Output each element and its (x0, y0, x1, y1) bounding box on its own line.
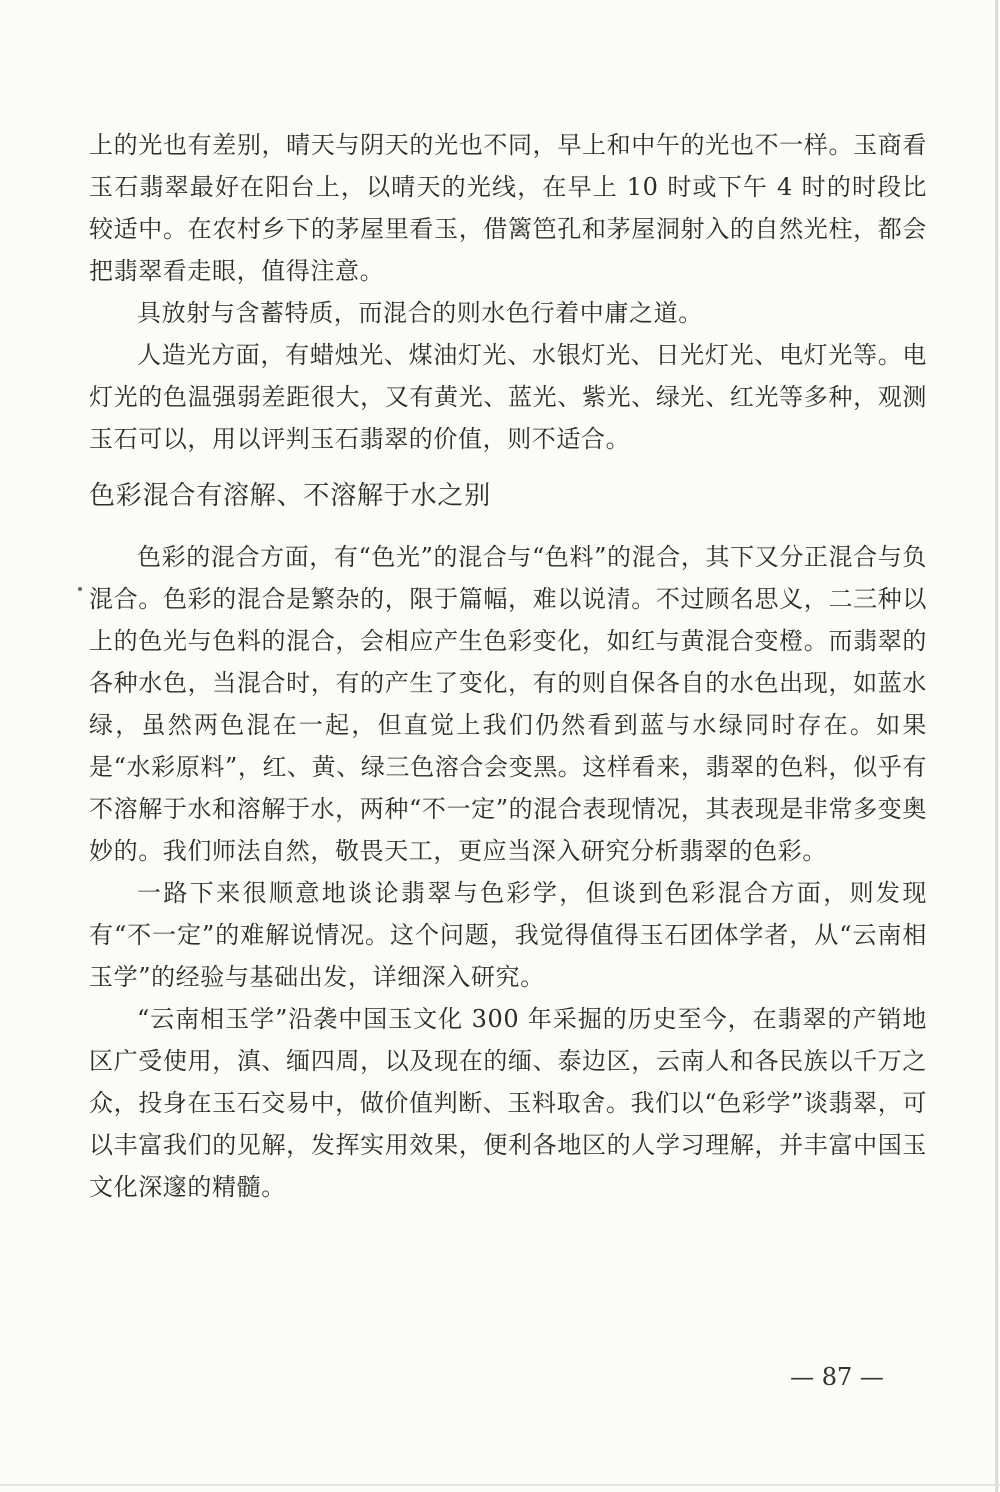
paragraph-continued: 上的光也有差别，晴天与阴天的光也不同，早上和中午的光也不一样。玉商看玉石翡翠最好在阳台上，以晴天的光线，在早上 10 时或下午 4 时的时段比较适中。在农村乡下的茅屋里看玉，借篱笆孔和茅屋洞射入的自然光柱，都会把翡翠看走眼，值得注意。 (89, 131, 927, 285)
page-bottom-edge (0, 1484, 1000, 1486)
paragraph: 具放射与含蓄特质，而混合的则水色行着中庸之道。 (137, 299, 703, 327)
margin-dot-mark (78, 587, 82, 591)
paragraph: 一路下来很顺意地谈论翡翠与色彩学，但谈到色彩混合方面，则发现有“不一定”的难解说情况。这个问题，我觉得值得玉石团体学者，从“云南相玉学”的经验与基础出发，详细深入研究。 (89, 879, 927, 991)
body-text (89, 124, 927, 1208)
paragraph: 色彩的混合方面，有“色光”的混合与“色料”的混合，其下又分正混合与负混合。色彩的混合是繁杂的，限于篇幅，难以说清。不过顾名思义，二三种以上的色光与色料的混合，会相应产生色彩变化，如红与黄混合变橙。而翡翠的各种水色，当混合时，有的产生了变化，有的则自保各自的水色出现，如蓝水绿，虽然两色混在一起，但直觉上我们仍然看到蓝与水绿同时存在。如果是“水彩原料”，红、黄、绿三色溶合会变黑。这样看来，翡翠的色料，似乎有不溶解于水和溶解于水，两种“不一定”的混合表现情况，其表现是非常多变奥妙的。我们师法自然，敬畏天工，更应当深入研究分析翡翠的色彩。 (89, 543, 927, 865)
section-heading: 色彩混合有溶解、不溶解于水之别 (89, 481, 492, 511)
page-number: — 87 — (790, 1363, 884, 1391)
paragraph: 人造光方面，有蜡烛光、煤油灯光、水银灯光、日光灯光、电灯光等。电灯光的色温强弱差距很大，又有黄光、蓝光、紫光、绿光、红光等多种，观测玉石可以，用以评判玉石翡翠的价值，则不适合。 (89, 341, 927, 453)
page-edge-shadow (995, 0, 998, 1492)
paragraph: “云南相玉学”沿袭中国玉文化 300 年采掘的历史至今，在翡翠的产销地区广受使用，滇、缅四周，以及现在的缅、泰边区，云南人和各民族以千万之众，投身在玉石交易中，做价值判断、玉料取舍。我们以“色彩学”谈翡翠，可以丰富我们的见解，发挥实用效果，便利各地区的人学习理解，并丰富中国玉文化深邃的精髓。 (89, 1005, 927, 1201)
